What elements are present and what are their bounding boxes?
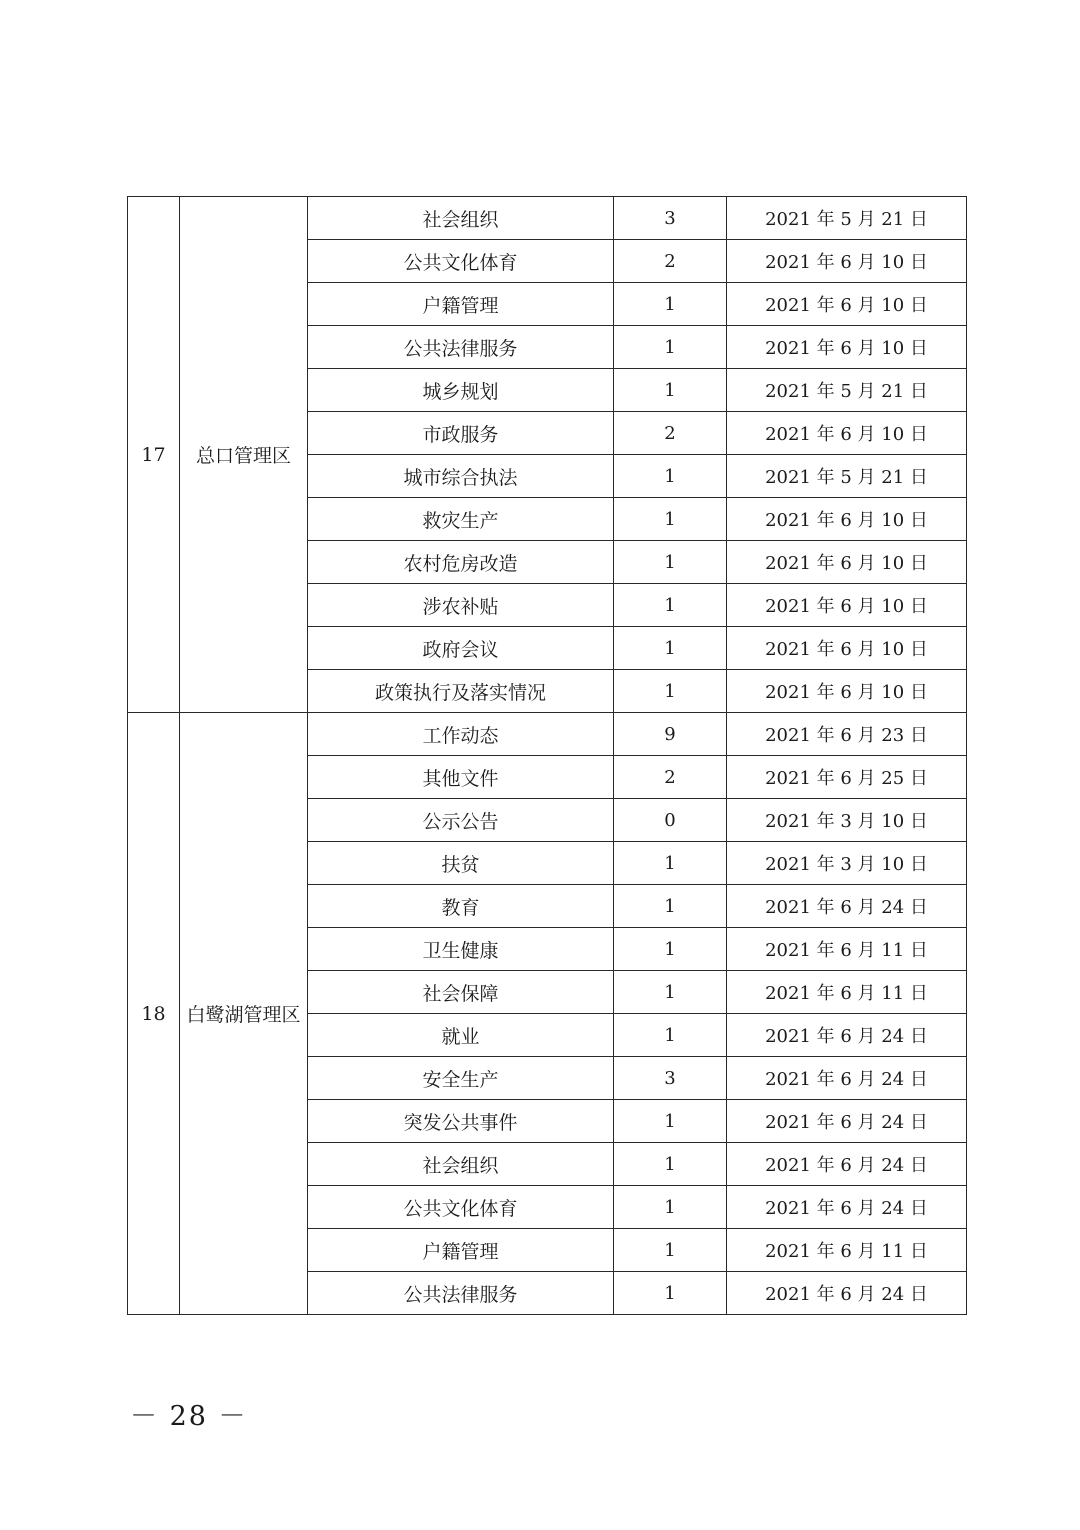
count-cell: 1 bbox=[614, 1014, 727, 1057]
item-cell: 其他文件 bbox=[308, 756, 614, 799]
count-cell: 1 bbox=[614, 971, 727, 1014]
date-cell: 2021 年 6 月 10 日 bbox=[727, 326, 967, 369]
date-cell: 2021 年 6 月 24 日 bbox=[727, 1100, 967, 1143]
count-cell: 1 bbox=[614, 498, 727, 541]
date-cell: 2021 年 6 月 24 日 bbox=[727, 885, 967, 928]
item-cell: 涉农补贴 bbox=[308, 584, 614, 627]
count-cell: 1 bbox=[614, 1272, 727, 1315]
date-cell: 2021 年 6 月 24 日 bbox=[727, 1057, 967, 1100]
group-name-cell: 白鹭湖管理区 bbox=[180, 713, 308, 1315]
count-cell: 1 bbox=[614, 369, 727, 412]
group-name-cell: 总口管理区 bbox=[180, 197, 308, 713]
page-number: － 28 － bbox=[130, 1401, 248, 1432]
count-cell: 1 bbox=[614, 1186, 727, 1229]
item-cell: 户籍管理 bbox=[308, 283, 614, 326]
date-cell: 2021 年 6 月 10 日 bbox=[727, 584, 967, 627]
count-cell: 2 bbox=[614, 756, 727, 799]
item-cell: 公共法律服务 bbox=[308, 326, 614, 369]
count-cell: 1 bbox=[614, 1143, 727, 1186]
date-cell: 2021 年 3 月 10 日 bbox=[727, 799, 967, 842]
item-cell: 市政服务 bbox=[308, 412, 614, 455]
item-cell: 就业 bbox=[308, 1014, 614, 1057]
count-cell: 1 bbox=[614, 326, 727, 369]
date-cell: 2021 年 6 月 11 日 bbox=[727, 928, 967, 971]
count-cell: 1 bbox=[614, 842, 727, 885]
item-cell: 政策执行及落实情况 bbox=[308, 670, 614, 713]
date-cell: 2021 年 6 月 10 日 bbox=[727, 627, 967, 670]
item-cell: 突发公共事件 bbox=[308, 1100, 614, 1143]
count-cell: 1 bbox=[614, 584, 727, 627]
count-cell: 1 bbox=[614, 455, 727, 498]
date-cell: 2021 年 6 月 11 日 bbox=[727, 1229, 967, 1272]
date-cell: 2021 年 5 月 21 日 bbox=[727, 369, 967, 412]
count-cell: 1 bbox=[614, 627, 727, 670]
count-cell: 1 bbox=[614, 885, 727, 928]
count-cell: 1 bbox=[614, 283, 727, 326]
item-cell: 户籍管理 bbox=[308, 1229, 614, 1272]
item-cell: 政府会议 bbox=[308, 627, 614, 670]
date-cell: 2021 年 6 月 10 日 bbox=[727, 412, 967, 455]
count-cell: 9 bbox=[614, 713, 727, 756]
item-cell: 公共法律服务 bbox=[308, 1272, 614, 1315]
count-cell: 0 bbox=[614, 799, 727, 842]
count-cell: 3 bbox=[614, 1057, 727, 1100]
disclosure-table bbox=[127, 196, 967, 1315]
date-cell: 2021 年 6 月 24 日 bbox=[727, 1272, 967, 1315]
item-cell: 救灾生产 bbox=[308, 498, 614, 541]
count-cell: 3 bbox=[614, 197, 727, 240]
count-cell: 1 bbox=[614, 541, 727, 584]
date-cell: 2021 年 6 月 11 日 bbox=[727, 971, 967, 1014]
item-cell: 农村危房改造 bbox=[308, 541, 614, 584]
item-cell: 教育 bbox=[308, 885, 614, 928]
item-cell: 城乡规划 bbox=[308, 369, 614, 412]
date-cell: 2021 年 6 月 24 日 bbox=[727, 1014, 967, 1057]
item-cell: 社会组织 bbox=[308, 197, 614, 240]
date-cell: 2021 年 6 月 10 日 bbox=[727, 541, 967, 584]
item-cell: 社会保障 bbox=[308, 971, 614, 1014]
item-cell: 公共文化体育 bbox=[308, 1186, 614, 1229]
item-cell: 城市综合执法 bbox=[308, 455, 614, 498]
item-cell: 工作动态 bbox=[308, 713, 614, 756]
count-cell: 1 bbox=[614, 1100, 727, 1143]
item-cell: 扶贫 bbox=[308, 842, 614, 885]
item-cell: 社会组织 bbox=[308, 1143, 614, 1186]
date-cell: 2021 年 6 月 24 日 bbox=[727, 1143, 967, 1186]
count-cell: 1 bbox=[614, 670, 727, 713]
item-cell: 卫生健康 bbox=[308, 928, 614, 971]
date-cell: 2021 年 6 月 10 日 bbox=[727, 283, 967, 326]
date-cell: 2021 年 6 月 25 日 bbox=[727, 756, 967, 799]
group-number-cell: 17 bbox=[128, 197, 180, 713]
group-number-cell: 18 bbox=[128, 713, 180, 1315]
date-cell: 2021 年 5 月 21 日 bbox=[727, 197, 967, 240]
table-body bbox=[128, 197, 967, 1315]
count-cell: 2 bbox=[614, 412, 727, 455]
date-cell: 2021 年 3 月 10 日 bbox=[727, 842, 967, 885]
date-cell: 2021 年 6 月 24 日 bbox=[727, 1186, 967, 1229]
date-cell: 2021 年 6 月 23 日 bbox=[727, 713, 967, 756]
item-cell: 安全生产 bbox=[308, 1057, 614, 1100]
table-row bbox=[128, 713, 967, 756]
item-cell: 公示公告 bbox=[308, 799, 614, 842]
item-cell: 公共文化体育 bbox=[308, 240, 614, 283]
count-cell: 1 bbox=[614, 1229, 727, 1272]
date-cell: 2021 年 6 月 10 日 bbox=[727, 498, 967, 541]
date-cell: 2021 年 5 月 21 日 bbox=[727, 455, 967, 498]
table-row bbox=[128, 197, 967, 240]
date-cell: 2021 年 6 月 10 日 bbox=[727, 240, 967, 283]
count-cell: 1 bbox=[614, 928, 727, 971]
date-cell: 2021 年 6 月 10 日 bbox=[727, 670, 967, 713]
count-cell: 2 bbox=[614, 240, 727, 283]
